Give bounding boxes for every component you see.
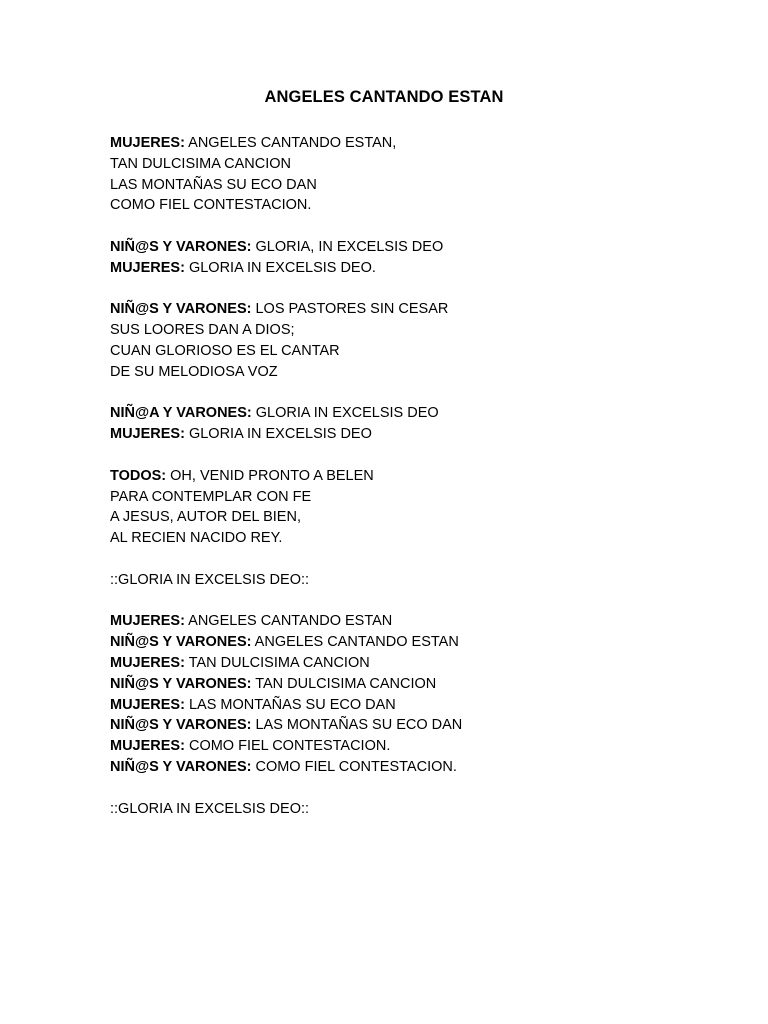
lyric-line [110, 507, 730, 528]
lyric-text: AL RECIEN NACIDO REY. [110, 530, 283, 547]
lyric-text: LAS MONTAÑAS SU ECO DAN [184, 696, 396, 713]
lyric-text: COMO FIEL CONTESTACION. [184, 738, 391, 755]
lyric-text: ANGELES CANTANDO ESTAN [184, 613, 393, 630]
blank-line [110, 445, 730, 466]
lyric-line [110, 466, 730, 487]
lyric-line [110, 299, 730, 320]
lyric-text: COMO FIEL CONTESTACION. [110, 197, 312, 214]
blank-line [110, 216, 730, 237]
lyric-text: ::GLORIA IN EXCELSIS DEO:: [110, 800, 310, 817]
lyric-text: ::GLORIA IN EXCELSIS DEO:: [110, 571, 310, 588]
lyric-text: SUS LOORES DAN A DIOS; [110, 322, 295, 339]
lyric-line [110, 320, 730, 341]
lyric-text: COMO FIEL CONTESTACION. [251, 758, 457, 775]
lyric-text: LAS MONTAÑAS SU ECO DAN [251, 717, 463, 734]
lyrics-body [110, 133, 730, 819]
page-title: ANGELES CANTANDO ESTAN [264, 88, 504, 106]
lyric-line [110, 195, 730, 216]
lyric-text: LOS PASTORES SIN CESAR [251, 301, 449, 318]
lyric-text: CUAN GLORIOSO ES EL CANTAR [110, 342, 340, 359]
speaker-label: MUJERES: [110, 654, 185, 671]
lyric-text: ANGELES CANTANDO ESTAN, [184, 135, 397, 151]
lyric-line [110, 403, 730, 424]
lyric-text: DE SU MELODIOSA VOZ [110, 363, 278, 380]
speaker-label: NIÑ@A Y VARONES: [110, 405, 252, 422]
lyric-text: PARA CONTEMPLAR CON FE [110, 488, 312, 505]
lyric-line [110, 362, 730, 383]
lyric-line [110, 237, 730, 258]
lyric-line [110, 632, 730, 653]
speaker-label: MUJERES: [110, 738, 185, 755]
blank-line [110, 591, 730, 612]
lyric-text: OH, VENID PRONTO A BELEN [166, 467, 374, 484]
lyric-text: TAN DULCISIMA CANCION [184, 654, 370, 671]
lyric-line [110, 570, 730, 591]
lyric-text: TAN DULCISIMA CANCION [110, 155, 292, 172]
lyric-line [110, 175, 730, 196]
lyric-line [110, 736, 730, 757]
speaker-label: NIÑ@S Y VARONES: [110, 675, 252, 692]
lyric-line [110, 653, 730, 674]
lyric-line [110, 757, 730, 778]
lyric-text: ANGELES CANTANDO ESTAN [251, 634, 459, 651]
lyric-line [110, 133, 730, 154]
speaker-label: MUJERES: [110, 613, 185, 630]
speaker-label: NIÑ@S Y VARONES: [110, 238, 252, 255]
lyric-line [110, 154, 730, 175]
blank-line [110, 549, 730, 570]
speaker-label: NIÑ@S Y VARONES: [110, 634, 252, 651]
speaker-label: MUJERES: [110, 696, 185, 713]
lyric-line [110, 695, 730, 716]
speaker-label: MUJERES: [110, 135, 185, 151]
lyric-line [110, 424, 730, 445]
lyric-line [110, 258, 730, 279]
lyric-line [110, 715, 730, 736]
lyric-text: GLORIA IN EXCELSIS DEO [251, 405, 439, 422]
speaker-label: NIÑ@S Y VARONES: [110, 758, 252, 775]
lyric-text: GLORIA IN EXCELSIS DEO. [184, 259, 376, 276]
speaker-label: MUJERES: [110, 259, 185, 276]
lyric-line [110, 341, 730, 362]
lyric-text: A JESUS, AUTOR DEL BIEN, [110, 509, 301, 526]
lyric-line [110, 674, 730, 695]
speaker-label: TODOS: [110, 467, 167, 484]
lyric-text: LAS MONTAÑAS SU ECO DAN [110, 176, 317, 193]
lyric-line [110, 799, 730, 820]
blank-line [110, 279, 730, 300]
lyric-line [110, 611, 730, 632]
blank-line [110, 778, 730, 799]
lyric-line [110, 528, 730, 549]
lyric-text: TAN DULCISIMA CANCION [251, 675, 437, 692]
speaker-label: NIÑ@S Y VARONES: [110, 301, 252, 318]
speaker-label: MUJERES: [110, 426, 185, 443]
lyric-text: GLORIA IN EXCELSIS DEO [184, 426, 372, 443]
lyric-line [110, 487, 730, 508]
lyric-text: GLORIA, IN EXCELSIS DEO [251, 238, 444, 255]
speaker-label: NIÑ@S Y VARONES: [110, 717, 252, 734]
blank-line [110, 383, 730, 404]
